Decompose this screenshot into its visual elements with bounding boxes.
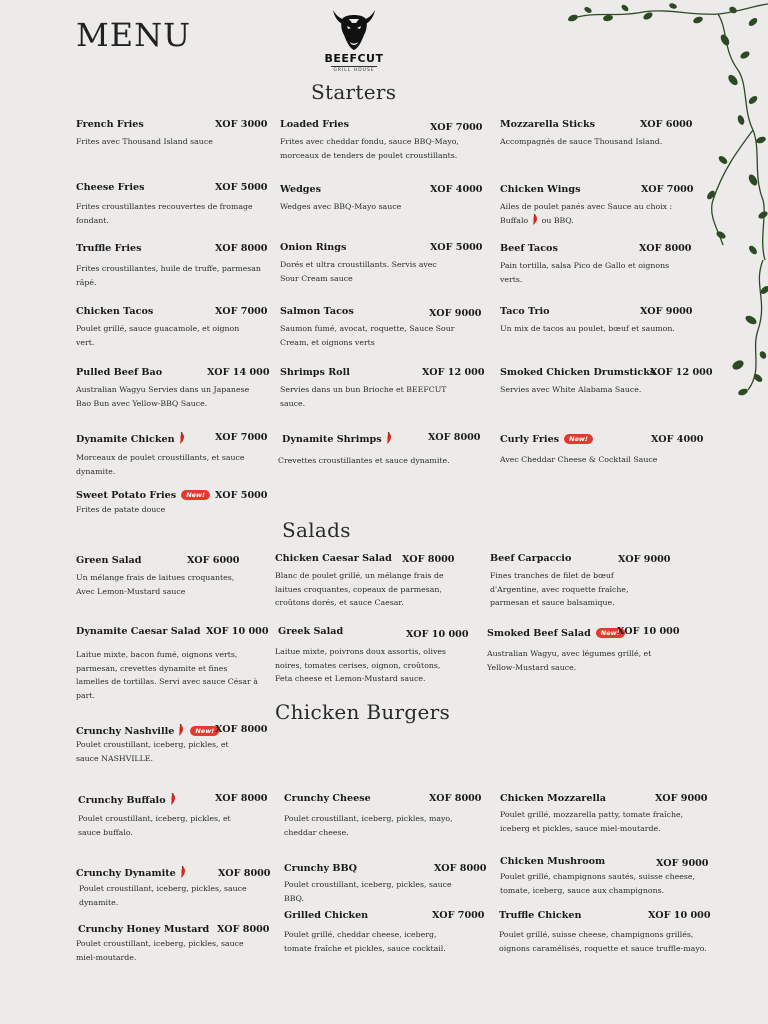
item-price: XOF 6000 — [187, 555, 240, 566]
item-name — [500, 434, 593, 445]
brand-name: BEEFCUT — [324, 52, 384, 65]
item-price: XOF 7000 — [432, 910, 485, 921]
item-description: Australian Wagyu, avec légumes grillé, et Yellow-Mustard sauce. — [487, 649, 652, 672]
new-badge: New! — [564, 434, 593, 444]
item-description: Poulet grillé, cheddar cheese, iceberg, tomate fraîche et pickles, sauce cocktail. — [284, 930, 446, 953]
chili-pepper-icon — [169, 793, 177, 805]
brand-subtitle: GRILL HOUSE — [331, 66, 377, 73]
item-name: Wedges — [280, 184, 322, 195]
item-name: Crunchy BBQ — [284, 863, 357, 874]
item-description: Blanc de poulet grillé, un mélange frais de laitues croquantes, copeaux de parmesan, croûtons dorés, et sauce Caesar. — [275, 571, 444, 607]
item-description: Australian Wagyu Servies dans un Japanese Bao Bun avec Yellow-BBQ Sauce. — [76, 385, 250, 408]
item-price: XOF 10 000 — [617, 626, 680, 637]
item-description: Saumon fumé, avocat, roquette, Sauce Sour Cream, et oignons verts — [280, 324, 455, 347]
menu-item-green-salad — [76, 555, 266, 598]
menu-item-curly-fries — [500, 434, 710, 467]
item-description: Frites de patate douce — [76, 505, 166, 514]
item-description: Poulet grillé, suisse cheese, champignons grillés, oignons caramélisés, roquette et sauce truffle-mayo. — [499, 930, 707, 953]
item-price: XOF 5000 — [215, 182, 268, 193]
item-price: XOF 9000 — [655, 793, 708, 804]
item-description: Crevettes croustillantes et sauce dynamite. — [278, 456, 450, 465]
item-name — [76, 490, 210, 501]
item-name: Pulled Beef Bao — [76, 367, 163, 378]
item-price: XOF 5000 — [430, 242, 483, 253]
item-description: Frites croustillantes, huile de truffe, parmesan râpé. — [76, 264, 261, 287]
item-price: XOF 8000 — [429, 793, 482, 804]
item-name: Chicken Mozzarella — [500, 793, 606, 804]
menu-item-wedges — [280, 184, 482, 214]
item-price: XOF 5000 — [215, 490, 268, 501]
item-name-text: Dynamite Chicken — [76, 434, 175, 445]
item-name-text: Sweet Potato Fries — [76, 490, 177, 501]
item-price: XOF 9000 — [429, 308, 482, 319]
item-name: Crunchy Cheese — [284, 793, 371, 804]
item-price: XOF 14 000 — [207, 367, 270, 378]
menu-item-beef-tacos — [500, 243, 696, 286]
menu-item-loaded-fries — [280, 119, 482, 162]
menu-item-beef-carpaccio — [490, 553, 690, 610]
item-price: XOF 10 000 — [406, 629, 469, 640]
new-badge: New! — [181, 490, 210, 500]
menu-item-dynamite-chicken — [76, 432, 272, 478]
item-name: Smoked Chicken Drumsticks — [500, 367, 656, 378]
item-price: XOF 12 000 — [650, 367, 713, 378]
chili-pepper-icon — [385, 432, 393, 444]
chili-pepper-icon — [531, 214, 539, 225]
chili-pepper-icon — [179, 866, 187, 878]
menu-item-smoked-chicken-drumsticks — [500, 367, 715, 397]
item-price: XOF 4000 — [651, 434, 704, 445]
item-price: XOF 8000 — [215, 793, 268, 804]
item-description: Servies dans un bun Brioche et BEEFCUT sauce. — [280, 385, 447, 408]
item-price: XOF 7000 — [641, 184, 694, 195]
item-name — [487, 628, 625, 639]
item-price: XOF 9000 — [640, 306, 693, 317]
menu-item-crunchy-cheese — [284, 793, 484, 839]
menu-item-chicken-mushroom — [500, 856, 710, 897]
item-name: Onion Rings — [280, 242, 347, 253]
menu-item-chicken-caesar-salad — [275, 553, 475, 610]
item-description: Pain tortilla, salsa Pico de Gallo et oignons verts. — [500, 261, 670, 284]
menu-item-truffle-fries — [76, 243, 272, 289]
item-price: XOF 8000 — [402, 554, 455, 565]
item-description: Poulet grillé, sauce guacamole, et oignon vert. — [76, 324, 240, 347]
menu-item-dynamite-shrimps — [278, 432, 482, 468]
item-price: XOF 12 000 — [422, 367, 485, 378]
item-name: Taco Trio — [500, 306, 550, 317]
menu-item-chicken-tacos — [76, 306, 272, 349]
item-price: XOF 9000 — [618, 554, 671, 565]
item-name — [76, 432, 186, 445]
item-name: Truffle Chicken — [499, 910, 582, 921]
menu-item-cheese-fries — [76, 182, 272, 227]
item-description: Wedges avec BBQ-Mayo sauce — [280, 202, 402, 211]
menu-title: MENU — [76, 16, 192, 54]
item-description-part-2: ou BBQ. — [541, 215, 574, 225]
item-description: Poulet croustillant, iceberg, pickles, sauce dynamite. — [79, 884, 247, 907]
item-name: Beef Carpaccio — [490, 553, 572, 564]
item-price: XOF 7000 — [215, 432, 268, 443]
item-name-text: Crunchy Nashville — [76, 726, 175, 737]
menu-item-crunchy-buffalo — [78, 793, 274, 839]
item-price: XOF 8000 — [217, 924, 270, 935]
menu-item-onion-rings — [280, 242, 483, 285]
item-name: Chicken Mushroom — [500, 856, 606, 867]
item-description: Un mix de tacos au poulet, bœuf et saumon. — [500, 324, 675, 333]
menu-item-mozzarella-sticks — [500, 119, 696, 149]
menu-item-smoked-beef-salad — [487, 626, 697, 674]
menu-item-taco-trio — [500, 306, 696, 336]
item-description: Servies avec White Alabama Sauce. — [500, 385, 642, 394]
new-badge: New! — [596, 628, 625, 638]
item-price: XOF 8000 — [639, 243, 692, 254]
item-description: Frites croustillantes recouvertes de fromage fondant. — [76, 202, 253, 225]
new-badge: New! — [190, 726, 219, 736]
menu-item-sweet-potato-fries — [76, 490, 272, 517]
item-name: Chicken Caesar Salad — [275, 553, 392, 564]
item-price: XOF 8000 — [218, 868, 271, 879]
menu-item-truffle-chicken — [499, 910, 714, 955]
item-price: XOF 3000 — [215, 119, 268, 130]
menu-item-crunchy-nashville — [76, 724, 272, 765]
item-name: Shrimps Roll — [280, 367, 350, 378]
item-name: Green Salad — [76, 555, 142, 566]
item-description: Laitue mixte, poivrons doux assortis, olives noires, tomates cerises, oignon, croûtons, Feta cheese et Lemon-Mustard sauce. — [275, 647, 447, 683]
item-description: Accompagnés de sauce Thousand Island. — [500, 137, 663, 146]
item-name: Dynamite Caesar Salad — [76, 626, 201, 637]
item-description-part-1: Ailes de poulet panés avec Sauce au choix : Buffalo — [500, 202, 673, 225]
item-description: Avec Cheddar Cheese & Cocktail Sauce — [500, 455, 658, 464]
item-name: Truffle Fries — [76, 243, 142, 254]
item-name: Grilled Chicken — [284, 910, 369, 921]
item-description: Fines tranches de filet de bœuf d'Argentine, avec roquette fraîche, parmesan et sauce balsamique. — [490, 571, 629, 607]
brand-logo — [323, 4, 385, 73]
item-name: Greek Salad — [278, 626, 344, 637]
chili-pepper-icon — [177, 724, 185, 736]
item-description: Poulet grillé, mozzarella patty, tomate fraîche, iceberg et pickles, sauce miel-moutarde. — [500, 810, 684, 833]
item-name — [76, 866, 187, 879]
section-title-starters: Starters — [311, 80, 397, 104]
item-name-text: Curly Fries — [500, 434, 560, 445]
item-name-text: Crunchy Dynamite — [76, 868, 176, 879]
item-price: XOF 4000 — [430, 184, 483, 195]
menu-item-grilled-chicken — [284, 910, 484, 955]
item-description: Un mélange frais de laitues croquantes, Avec Lemon-Mustard sauce — [76, 573, 235, 596]
item-name — [282, 432, 393, 445]
item-price: XOF 8000 — [215, 724, 268, 735]
item-description — [500, 200, 685, 227]
item-price: XOF 9000 — [656, 858, 709, 869]
item-description: Dorés et ultra croustillants. Servis avec Sour Cream sauce — [280, 260, 437, 283]
item-name: Cheese Fries — [76, 182, 145, 193]
item-name: Chicken Tacos — [76, 306, 154, 317]
item-name: Chicken Wings — [500, 184, 581, 195]
item-price: XOF 7000 — [215, 306, 268, 317]
item-description: Laitue mixte, bacon fumé, oignons verts, parmesan, crevettes dynamite et fines lamelles de tortillas. Servi avec sauce César à part. — [76, 650, 258, 700]
item-name: Loaded Fries — [280, 119, 350, 130]
item-price: XOF 10 000 — [648, 910, 711, 921]
item-price: XOF 6000 — [640, 119, 693, 130]
item-description: Frites avec Thousand Island sauce — [76, 137, 213, 146]
item-price: XOF 8000 — [434, 863, 487, 874]
section-title-salads: Salads — [282, 518, 351, 542]
item-price: XOF 8000 — [428, 432, 481, 443]
item-name-text: Dynamite Shrimps — [282, 434, 382, 445]
menu-item-crunchy-dynamite — [76, 866, 272, 909]
menu-item-chicken-wings — [500, 184, 696, 227]
menu-item-crunchy-bbq — [284, 863, 487, 905]
item-name: Beef Tacos — [500, 243, 558, 254]
chili-pepper-icon — [178, 432, 186, 444]
menu-item-dynamite-caesar-salad — [76, 626, 271, 702]
item-description: Poulet croustillant, iceberg, pickles, et sauce buffalo. — [78, 814, 231, 837]
item-description: Morceaux de poulet croustillants, et sauce dynamite. — [76, 453, 245, 476]
item-name-text: Crunchy Buffalo — [78, 795, 166, 806]
section-title-chicken-burgers: Chicken Burgers — [275, 700, 451, 724]
item-name — [78, 793, 177, 806]
item-description: Poulet croustillant, iceberg, pickles, et sauce NASHVILLE. — [76, 740, 229, 763]
item-name — [76, 724, 219, 737]
item-description: Poulet croustillant, iceberg, pickles, sauce BBQ. — [284, 880, 452, 903]
item-name: Crunchy Honey Mustard — [78, 924, 210, 935]
menu-item-crunchy-honey-mustard — [78, 924, 274, 964]
item-name: French Fries — [76, 119, 144, 130]
menu-item-french-fries — [76, 119, 272, 149]
item-description: Frites avec cheddar fondu, sauce BBQ-Mayo, morceaux de tenders de poulet croustillants. — [280, 137, 459, 160]
item-name: Mozzarella Sticks — [500, 119, 596, 130]
item-description: Poulet grillé, champignons sautés, suisse cheese, tomate, iceberg, sauce aux champignons. — [500, 872, 695, 895]
bull-head-icon — [329, 4, 379, 54]
menu-item-salmon-tacos — [280, 306, 482, 349]
item-price: XOF 10 000 — [206, 626, 269, 637]
item-description: Poulet croustillant, iceberg, pickles, mayo, cheddar cheese. — [284, 814, 453, 837]
item-name: Salmon Tacos — [280, 306, 354, 317]
menu-item-shrimps-roll — [280, 367, 485, 410]
menu-item-chicken-mozzarella — [500, 793, 710, 835]
item-price: XOF 8000 — [215, 243, 268, 254]
menu-item-pulled-beef-bao — [76, 367, 272, 410]
item-price: XOF 7000 — [430, 122, 483, 133]
item-name-text: Smoked Beef Salad — [487, 628, 591, 639]
item-description: Poulet croustillant, iceberg, pickles, sauce miel-moutarde. — [76, 939, 244, 962]
menu-item-greek-salad — [275, 626, 475, 686]
